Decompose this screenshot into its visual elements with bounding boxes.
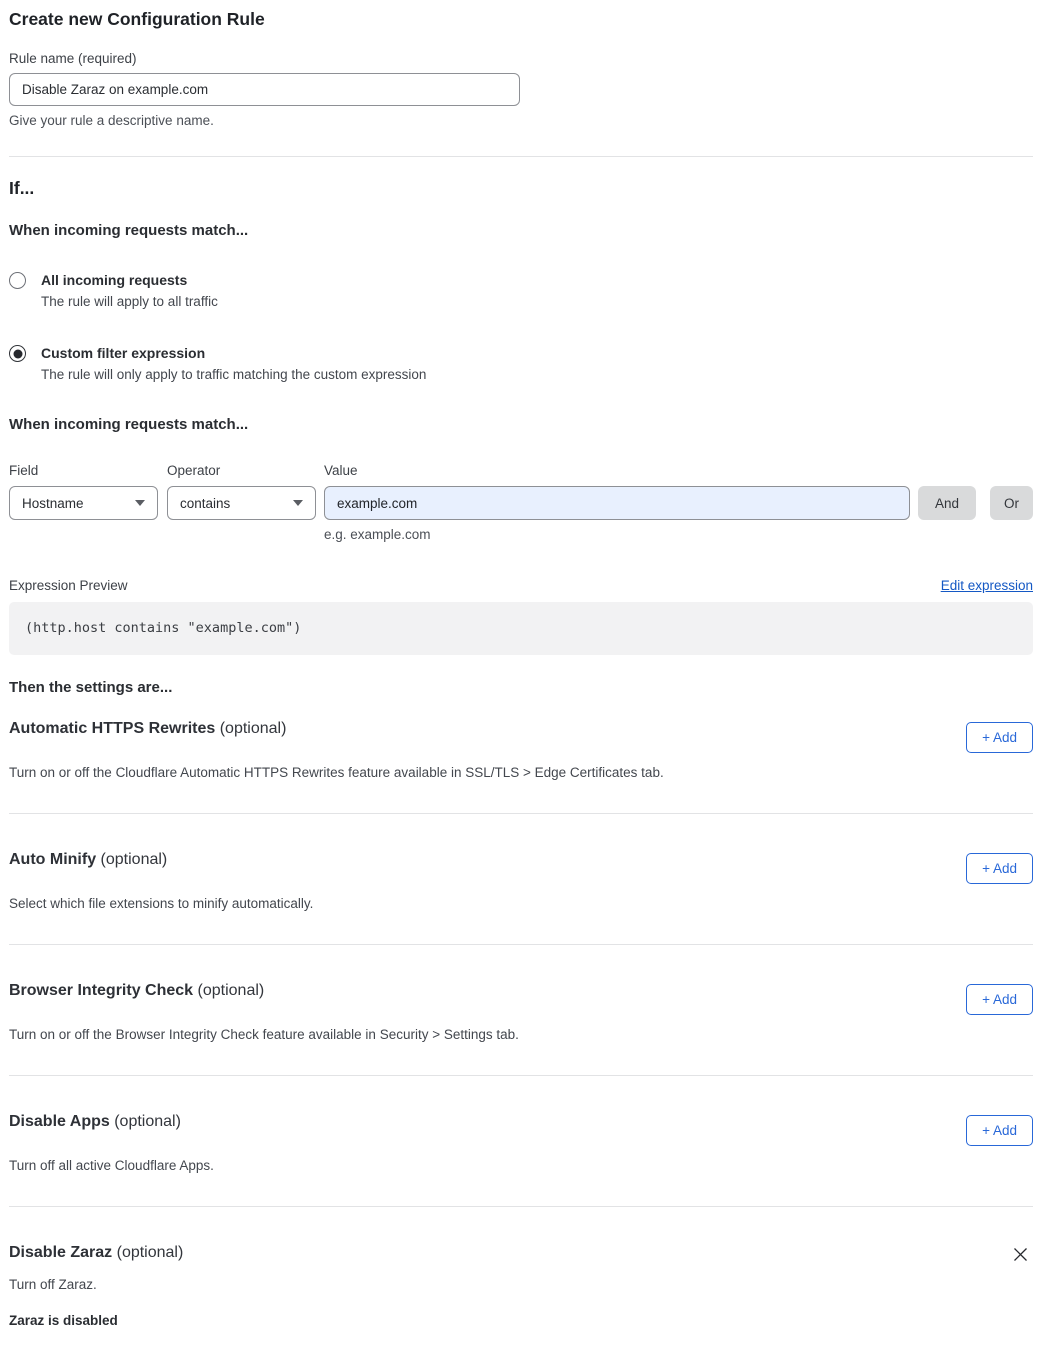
section-divider (9, 1206, 1033, 1207)
radio-option-all-incoming-requests[interactable] (9, 271, 1033, 311)
section-divider (9, 1075, 1033, 1076)
rule-name-help: Give your rule a descriptive name. (9, 113, 214, 128)
setting-description: Select which file extensions to minify automatically. (9, 896, 314, 911)
expression-preview-label: Expression Preview (9, 578, 128, 593)
setting-description: Turn on or off the Cloudflare Automatic HTTPS Rewrites feature available in SSL/TLS > Edge Certificates tab. (9, 765, 664, 780)
operator-label: Operator (167, 463, 221, 478)
radio-option-label: All incoming requests (41, 272, 188, 288)
setting-section-disable-zaraz (9, 1242, 1033, 1328)
setting-section-auto-minify (9, 849, 1033, 945)
expression-builder-labels (9, 463, 1033, 478)
operator-select-value: contains (180, 495, 231, 511)
radio-option-description: The rule will only apply to traffic matching the custom expression (41, 367, 427, 382)
section-divider (9, 813, 1033, 814)
expression-preview-header (9, 578, 1033, 593)
setting-section-disable-apps (9, 1111, 1033, 1207)
radio-selected-icon[interactable] (9, 345, 26, 362)
setting-title: Browser Integrity Check (optional) (9, 982, 265, 999)
setting-description: Turn on or off the Browser Integrity Check feature available in Security > Settings tab. (9, 1027, 519, 1042)
page-title: Create new Configuration Rule (9, 9, 265, 29)
zaraz-status-text: Zaraz is disabled (9, 1313, 118, 1328)
value-helper-text: e.g. example.com (324, 527, 431, 542)
add-automatic-https-rewrites-button[interactable]: + Add (966, 722, 1033, 753)
setting-section-automatic-https-rewrites (9, 718, 1033, 814)
setting-section-browser-integrity-check (9, 980, 1033, 1076)
expression-builder-heading: When incoming requests match... (9, 416, 249, 433)
close-icon (1012, 1246, 1029, 1263)
and-button[interactable]: And (918, 486, 976, 520)
setting-title: Disable Zaraz (optional) (9, 1244, 184, 1261)
match-heading: When incoming requests match... (9, 222, 249, 239)
remove-disable-zaraz-button[interactable] (1010, 1244, 1031, 1265)
chevron-down-icon (135, 500, 145, 506)
then-settings-heading: Then the settings are... (9, 679, 173, 696)
field-select[interactable] (9, 486, 158, 520)
setting-description: Turn off all active Cloudflare Apps. (9, 1158, 214, 1173)
operator-select[interactable] (167, 486, 316, 520)
add-browser-integrity-check-button[interactable]: + Add (966, 984, 1033, 1015)
radio-option-custom-filter-expression[interactable] (9, 344, 1033, 384)
expression-builder-row (9, 486, 1033, 520)
radio-option-description: The rule will apply to all traffic (41, 294, 218, 309)
rule-name-label: Rule name (required) (9, 51, 137, 66)
setting-title: Automatic HTTPS Rewrites (optional) (9, 720, 287, 737)
if-heading: If... (9, 178, 35, 198)
section-divider (9, 156, 1033, 157)
chevron-down-icon (293, 500, 303, 506)
value-label: Value (324, 463, 358, 478)
add-disable-apps-button[interactable]: + Add (966, 1115, 1033, 1146)
field-select-value: Hostname (22, 495, 84, 511)
add-auto-minify-button[interactable]: + Add (966, 853, 1033, 884)
setting-title: Auto Minify (optional) (9, 851, 168, 868)
setting-title: Disable Apps (optional) (9, 1113, 181, 1130)
radio-unselected-icon[interactable] (9, 272, 26, 289)
field-label: Field (9, 463, 39, 478)
radio-option-label: Custom filter expression (41, 345, 206, 361)
setting-description: Turn off Zaraz. (9, 1277, 97, 1292)
edit-expression-link[interactable]: Edit expression (940, 578, 1033, 593)
section-divider (9, 944, 1033, 945)
value-input[interactable] (324, 486, 910, 520)
rule-name-input[interactable] (9, 73, 520, 106)
expression-preview-code: (http.host contains "example.com") (9, 602, 1033, 655)
or-button[interactable]: Or (990, 486, 1033, 520)
